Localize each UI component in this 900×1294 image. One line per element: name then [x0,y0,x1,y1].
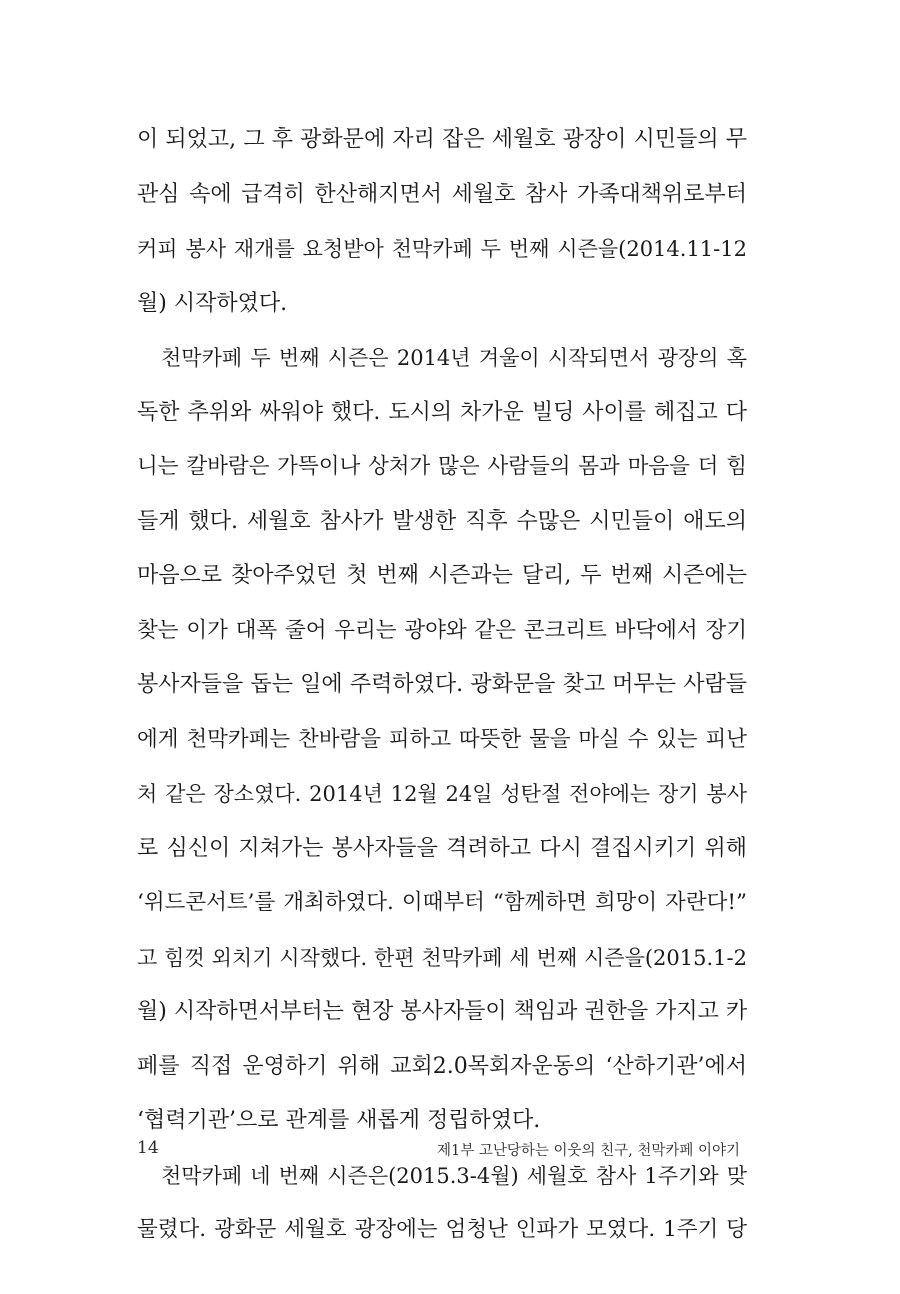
text-line: ‘협력기관’으로 관계를 새롭게 정립하였다. [137,1108,541,1133]
text-line: 봉사자들을 돕는 일에 주력하였다. 광화문을 찾고 머무는 사람들 [137,672,747,697]
text-line: 로 심신이 지쳐가는 봉사자들을 격려하고 다시 결집시키기 위해 [137,835,747,861]
text-line: 마음으로 찾아주었던 첫 번째 시즌과는 달리, 두 번째 시즌에는 [137,563,747,588]
running-title: 제1부 고난당하는 이웃의 친구, 천막카페 이야기 [436,1143,740,1159]
text-line: 월) 시작하면서부터는 현장 봉사자들이 책임과 권한을 가지고 카 [137,999,748,1024]
text-line: ‘위드콘서트’를 개최하였다. 이때부터 “함께하면 희망이 자란다!” [137,890,747,915]
text-line: 고 힘껏 외치기 시작했다. 한편 천막카페 세 번째 시즌을(2015.1-2 [137,945,747,970]
text-line: 페를 직접 운영하기 위해 교회2.0목회자운동의 ‘산하기관’에서 [137,1053,747,1079]
text-line: 처 같은 장소였다. 2014년 12월 24일 성탄절 전야에는 장기 봉사 [137,782,747,806]
paragraph [137,331,747,1149]
page-footer [137,1138,740,1162]
text-line: 월) 시작하였다. [137,290,288,316]
body-text [137,113,747,1258]
text-line: 천막카페 네 번째 시즌은(2015.3-4월) 세월호 참사 1주기와 맞 [161,1163,747,1188]
text-line: 천막카페 두 번째 시즌은 2014년 겨울이 시작되면서 광장의 혹 [161,346,747,370]
text-line: 니는 칼바람은 가뜩이나 상처가 많은 사람들의 몸과 마음을 더 힘 [137,454,747,479]
paragraph [137,113,747,331]
text-line: 들게 했다. 세월호 참사가 발생한 직후 수많은 시민들이 애도의 [137,508,747,534]
text-line: 커피 봉사 재개를 요청받아 천막카페 두 번째 시즌을(2014.11-12 [137,237,747,261]
text-line: 에게 천막카페는 찬바람을 피하고 따뜻한 물을 마실 수 있는 피난 [137,726,747,752]
text-line: 찾는 이가 대폭 줄어 우리는 광야와 같은 콘크리트 바닥에서 장기 [137,617,747,643]
text-line: 관심 속에 급격히 한산해지면서 세월호 참사 가족대책위로부터 [137,181,747,207]
text-line: 물렸다. 광화문 세월호 광장에는 엄청난 인파가 모였다. 1주기 당 [137,1217,747,1242]
text-line: 이 되었고, 그 후 광화문에 자리 잡은 세월호 광장이 시민들의 무 [137,127,747,152]
page-number: 14 [137,1138,159,1158]
paragraph [137,1149,747,1258]
text-line: 독한 추위와 싸워야 했다. 도시의 차가운 빌딩 사이를 헤집고 다 [137,399,747,425]
